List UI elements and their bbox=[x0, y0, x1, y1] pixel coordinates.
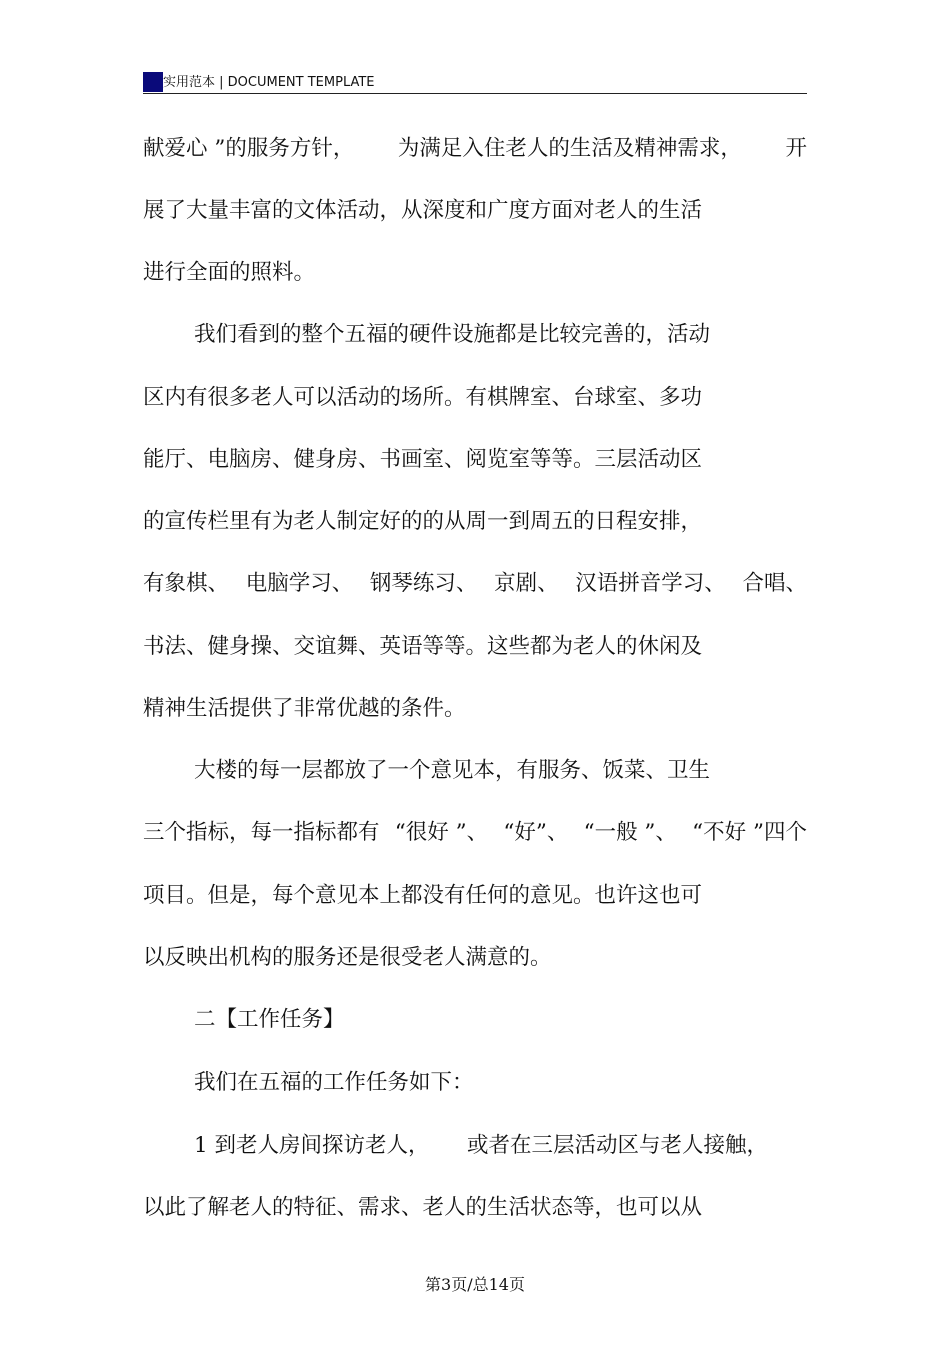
line-segment: 有象棋、 bbox=[143, 571, 230, 596]
body-line-13: 项目。但是，每个意见本上都没有任何的意见。也许这也可 bbox=[143, 883, 703, 908]
page-footer bbox=[0, 1272, 950, 1295]
body-line-1 bbox=[143, 134, 807, 164]
line-segment: 合唱、 bbox=[742, 571, 807, 596]
line-segment: 1 到老人房间探访老人， bbox=[194, 1133, 430, 1158]
body-line-8 bbox=[143, 569, 807, 599]
body-line-18: 以此了解老人的特征、需求、老人的生活状态等，也可以从 bbox=[143, 1195, 703, 1220]
line-segment: 献爱心 ”的服务方针， bbox=[143, 136, 355, 161]
body-line-17 bbox=[194, 1131, 768, 1161]
body-line-6: 能厅、电脑房、健身房、书画室、阅览室等等。三层活动区 bbox=[143, 447, 703, 472]
line-segment: “很好 ”、 bbox=[394, 820, 489, 845]
line-segment: “不好 ”四个 bbox=[692, 820, 807, 845]
line-segment: 电脑学习、 bbox=[245, 571, 354, 596]
body-line-5: 区内有很多老人可以活动的场所。有棋牌室、台球室、多功 bbox=[143, 385, 703, 410]
line-segment: 钢琴练习、 bbox=[369, 571, 478, 596]
body-line-9: 书法、健身操、交谊舞、英语等等。这些都为老人的休闲及 bbox=[143, 634, 703, 659]
line-segment: 京剧、 bbox=[494, 571, 559, 596]
body-line-2: 展了大量丰富的文体活动，从深度和广度方面对老人的生活 bbox=[143, 198, 703, 223]
body-line-11: 大楼的每一层都放了一个意见本，有服务、饭菜、卫生 bbox=[194, 758, 711, 783]
body-line-4: 我们看到的整个五福的硬件设施都是比较完善的，活动 bbox=[194, 322, 711, 347]
body-line-10: 精神生活提供了非常优越的条件。 bbox=[143, 696, 466, 721]
body-line-12 bbox=[143, 818, 807, 848]
body-line-14: 以反映出机构的服务还是很受老人满意的。 bbox=[143, 945, 552, 970]
line-segment: 或者在三层活动区与老人接触， bbox=[466, 1133, 768, 1158]
line-segment: 三个指标，每一指标都有 bbox=[143, 820, 380, 845]
line-segment: 开 bbox=[785, 136, 807, 161]
header-label: 实用范本 bbox=[163, 75, 216, 90]
header-logo-square bbox=[143, 72, 163, 92]
body-line-16: 我们在五福的工作任务如下： bbox=[194, 1070, 474, 1095]
header-rule bbox=[143, 93, 807, 94]
page-number: 第3页/总14页 bbox=[425, 1275, 525, 1294]
header-text bbox=[163, 71, 375, 90]
section-heading: 二【工作任务】 bbox=[194, 1007, 345, 1032]
header-subtitle: DOCUMENT TEMPLATE bbox=[227, 75, 375, 90]
line-segment: 为满足入住老人的生活及精神需求， bbox=[397, 136, 742, 161]
body-line-3: 进行全面的照料。 bbox=[143, 260, 316, 285]
page-header bbox=[143, 66, 807, 94]
body-line-7: 的宣传栏里有为老人制定好的的从周一到周五的日程安排， bbox=[143, 509, 703, 534]
line-segment: “一般 ”、 bbox=[583, 820, 677, 845]
header-separator: | bbox=[215, 75, 228, 90]
line-segment: 汉语拼音学习、 bbox=[575, 571, 726, 596]
line-segment: “好”、 bbox=[503, 820, 569, 845]
